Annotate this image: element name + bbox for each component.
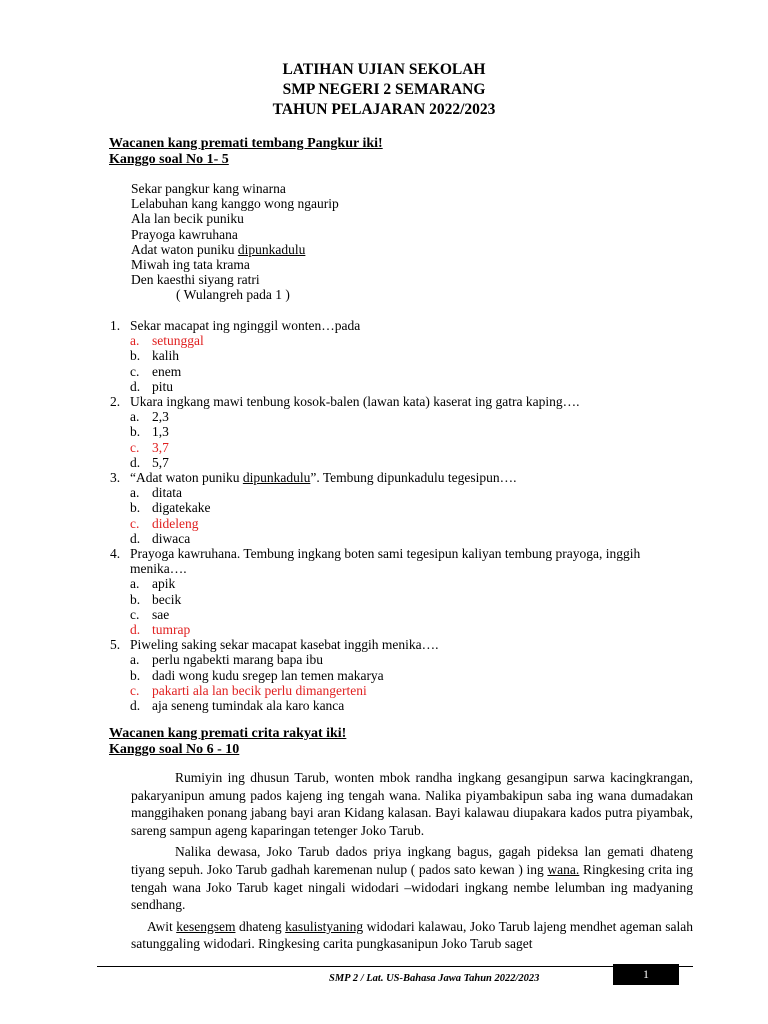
option: b. kalih: [130, 348, 179, 364]
option: a. 2,3: [130, 409, 169, 425]
question-text: “Adat waton puniku dipunkadulu”. Tembung dipunkadulu tegesipun….: [130, 470, 517, 486]
header-title: LATIHAN UJIAN SEKOLAH: [282, 61, 486, 78]
underlined-word: dipunkadulu: [237, 241, 306, 257]
option: a. ditata: [130, 485, 182, 501]
question-number: 1.: [110, 318, 121, 333]
poem-line: Lelabuhan kang kanggo wong ngaurip: [131, 196, 339, 212]
option: d. aja seneng tumindak ala karo kanca: [130, 698, 345, 714]
question-number: 5.: [110, 637, 121, 653]
poem-line: Ala lan becik puniku: [131, 211, 244, 227]
question-item: [110, 318, 680, 394]
question-item: [110, 546, 680, 637]
option: d. diwaca: [130, 530, 191, 546]
question-item: [110, 394, 680, 470]
question-list: [110, 318, 680, 713]
header-year: TAHUN PELAJARAN 2022/2023: [272, 101, 496, 118]
option: c. sae: [130, 606, 170, 622]
poem-line-text: Adat waton puniku: [131, 241, 238, 257]
poem-line: Sekar pangkur kang winarna: [131, 181, 286, 196]
question-text: Ukara ingkang mawi tenbung kosok-balen (lawan kata) kaserat ing gatra kaping….: [130, 394, 580, 410]
underlined-word: kesengsem: [176, 918, 236, 934]
option-correct: c. dideleng: [130, 515, 199, 531]
option: b. dadi wong kudu sregep lan temen makarya: [130, 667, 384, 683]
question-number: 3.: [110, 470, 121, 486]
poem-line: Prayoga kawruhana: [131, 226, 238, 242]
underlined-word: dipunkadulu: [242, 470, 311, 486]
underlined-word: kasulistyaning: [285, 918, 364, 934]
option-correct: d. tumrap: [130, 622, 191, 638]
option: a. perlu ngabekti marang bapa ibu: [130, 652, 323, 668]
poem-line: Miwah ing tata krama: [131, 257, 250, 273]
header-school: SMP NEGERI 2 SEMARANG: [282, 81, 486, 98]
page-number: 1: [613, 964, 679, 985]
question-item: [110, 470, 680, 546]
section2-title: Wacanen kang premati crita rakyat iki!: [109, 726, 347, 741]
option: b. becik: [130, 591, 182, 607]
poem-source: ( Wulangreh pada 1 ): [176, 287, 290, 303]
section2-subtitle: Kanggo soal No 6 - 10: [109, 742, 240, 757]
question-text: Sekar macapat ing nginggil wonten…pada: [130, 318, 361, 333]
option: b. digatekake: [130, 500, 211, 516]
option-correct: c. pakarti ala lan becik perlu dimangerteni: [130, 682, 367, 698]
question-item: [110, 637, 680, 713]
footer-text: SMP 2 / Lat. US-Bahasa Jawa Tahun 2022/2023: [329, 973, 540, 984]
story-text: [131, 769, 693, 953]
poem-line: Den kaesthi siyang ratri: [131, 272, 260, 288]
option: a. apik: [130, 576, 176, 592]
option: d. pitu: [130, 378, 174, 394]
option: d. 5,7: [130, 454, 169, 470]
document-header: [0, 60, 768, 120]
option: b. 1,3: [130, 424, 169, 440]
poem-line: [131, 242, 339, 257]
footer-divider: [97, 966, 693, 967]
section1-subtitle: Kanggo soal No 1- 5: [109, 152, 229, 167]
question-number: 2.: [110, 394, 121, 410]
story-paragraph: Nalika dewasa, Joko Tarub dados priya ingkang bagus, gagah pideksa lan gemati dhateng tiyang sepuh. Joko Tarub gadhah karemenan nulup ( pados sato kewan ) ing wana. Ringkesing crita ing tengah wana Joko Tarub kaget ningali widodari –widodari ingkang nembe lelumban ing madyaning sendhang.: [131, 844, 693, 913]
question-text: Prayoga kawruhana. Tembung ingkang boten sami tegesipun kaliyan tembung prayoga, inggih menika….: [130, 546, 641, 577]
option-correct: a. setunggal: [130, 333, 204, 349]
story-paragraph: Rumiyin ing dhusun Tarub, wonten mbok randha ingkang gesangipun sarwa kacingkrangan, pakaryanipun amung pados kajeng ing tengah wana. Nalika piyambakipun saba ing wana dumadakan manggihaken ponang jabang bayi aran Kidang kalasan. Bayi kalawau diupakara kados putra piyambak, sareng sampun ageng kaparingan tetenger Joko Tarub.: [131, 770, 693, 838]
poem-block: [131, 181, 339, 303]
option: c. enem: [130, 363, 182, 379]
option-correct: c. 3,7: [130, 439, 169, 455]
question-number: 4.: [110, 546, 121, 562]
section1-title: Wacanen kang premati tembang Pangkur iki!: [109, 136, 383, 151]
underlined-word: wana.: [547, 861, 580, 877]
question-text: Piweling saking sekar macapat kasebat inggih menika….: [130, 637, 439, 653]
story-paragraph: Awit kesengsem dhateng kasulistyaning widodari kalawau, Joko Tarub lajeng mendhet ageman salah satunggaling widodari. Ringkesing carita pungkasanipun Joko Tarub saget: [131, 918, 693, 952]
